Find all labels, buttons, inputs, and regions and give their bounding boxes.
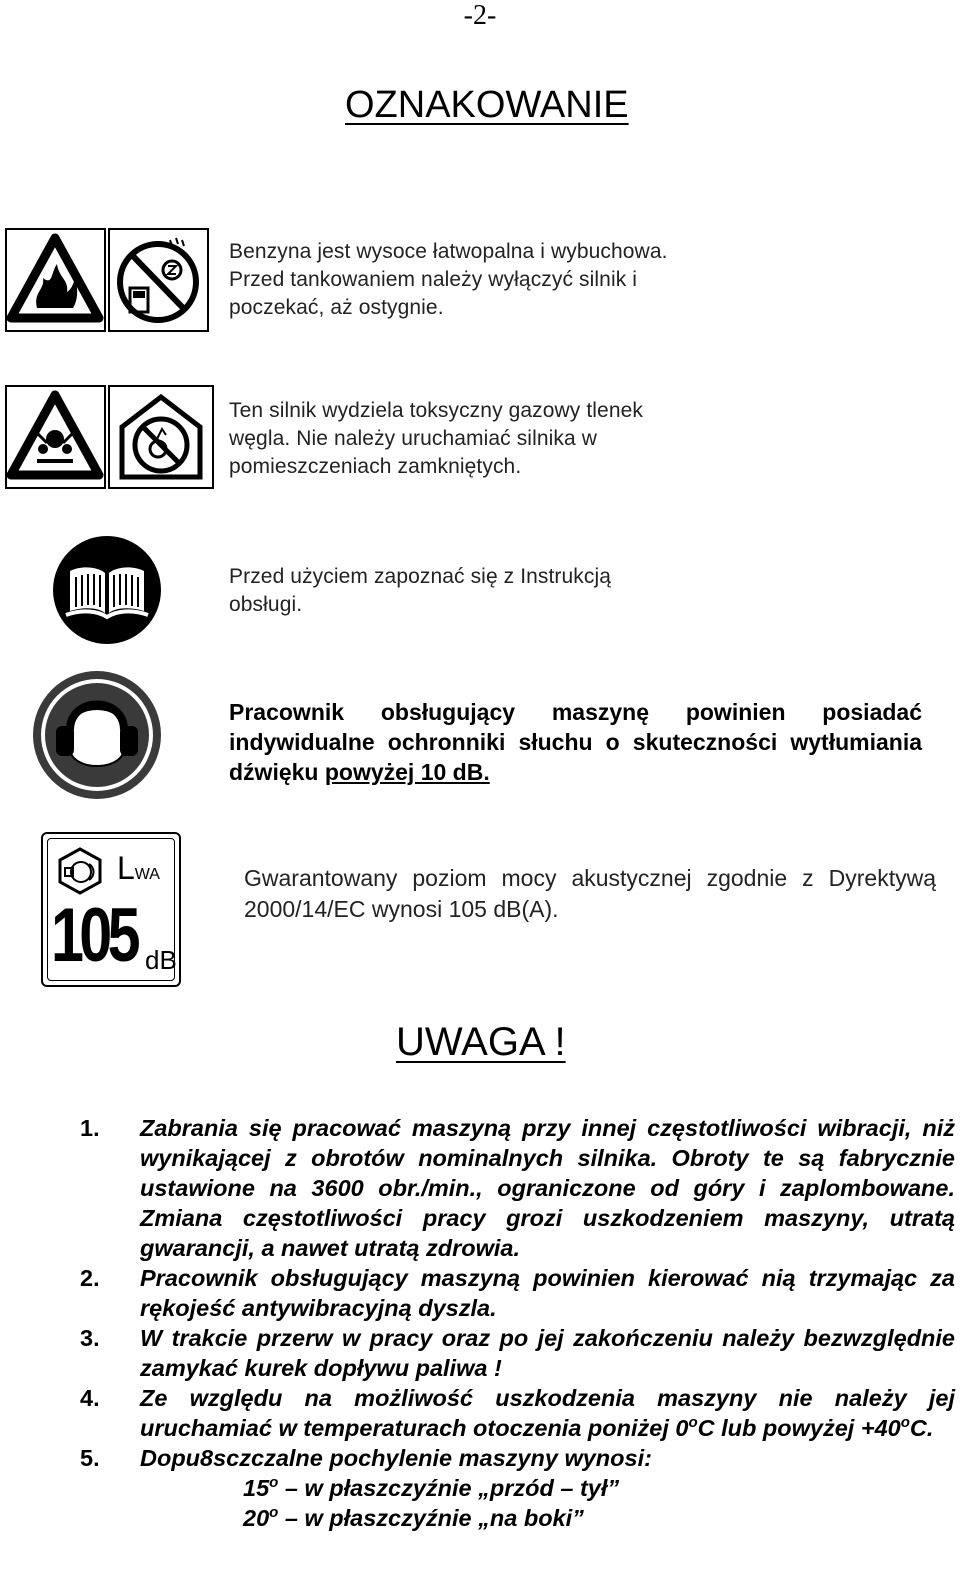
list-number: 5. bbox=[80, 1445, 100, 1471]
list-text: W trakcie przerw w pracy oraz po jej zakończeniu należy bezwzględnie zamykać kurek dopływu paliwa ! bbox=[140, 1325, 955, 1381]
tilt-line: 15$^o$ – w płaszczyźnie „przód – tył” bbox=[243, 1474, 620, 1501]
list-item bbox=[80, 1263, 955, 1323]
toxic-gas-warning-icon bbox=[5, 385, 106, 489]
list-text: Dopu8sczczalne pochylenie maszyny wynosi: bbox=[140, 1445, 652, 1471]
list-item bbox=[80, 1113, 955, 1263]
sign-text-flammable: Benzyna jest wysoce łatwopalna i wybuchowa. Przed tankowaniem należy wyłączyć silnik i poczekać, aż ostygnie. bbox=[229, 240, 668, 319]
page-title: OZNAKOWANIE bbox=[345, 84, 629, 126]
ear-protection-icon bbox=[30, 668, 164, 802]
list-text: Zabrania się pracować maszyną przy innej częstotliwości wibracji, niż wynikającej z obrotów nominalnych silnika. Obroty te są fabrycznie ustawione na 3600 obr./min., ograniczone od góry i zaplombowane. Zmiana częstotliwości pracy grozi uszkodzeniem maszyny, utratą gwarancji, a nawet utratą zdrowia. bbox=[140, 1115, 955, 1261]
flame-warning-icon bbox=[5, 228, 106, 332]
engine-hex-icon bbox=[55, 846, 105, 896]
list-text: Pracownik obsługujący maszyną powinien kierować nią trzymając za rękojeść antywibracyjną dyszla. bbox=[140, 1265, 955, 1321]
warning-title: UWAGA ! bbox=[396, 1020, 566, 1064]
read-manual-icon bbox=[52, 535, 162, 645]
hearing-protection-text bbox=[229, 697, 922, 787]
list-item bbox=[80, 1323, 955, 1383]
sign-text-manual: Przed użyciem zapoznać się z Instrukcją obsługi. bbox=[229, 565, 612, 616]
list-number: 2. bbox=[80, 1265, 100, 1291]
hearing-text-main: Pracownik obsługujący maszynę powinien posiadać indywidualne ochronniki słuchu o skuteczności wytłumiania dźwięku bbox=[229, 699, 922, 785]
noise-unit: dB bbox=[145, 945, 177, 975]
hearing-text-underlined: powyżej 10 dB. bbox=[324, 759, 490, 785]
list-number: 1. bbox=[80, 1115, 100, 1141]
no-indoor-use-icon bbox=[108, 385, 214, 489]
noise-level-label bbox=[41, 832, 181, 987]
tilt-line: 20$^o$ – w płaszczyźnie „na boki” bbox=[243, 1504, 584, 1531]
lwa-label: LWA bbox=[117, 850, 160, 886]
list-number: 4. bbox=[80, 1385, 100, 1411]
list-item bbox=[80, 1383, 955, 1443]
list-text: Ze względu na możliwość uszkodzenia maszyny nie należy jej uruchamiać w temperaturach otoczenia poniżej 0$^o$C lub powyżej $+40^oC$. bbox=[140, 1385, 955, 1441]
warning-list bbox=[80, 1113, 955, 1533]
list-number: 3. bbox=[80, 1325, 100, 1351]
no-refuel-hot-engine-icon bbox=[108, 228, 209, 332]
sign-text-toxic: Ten silnik wydziela toksyczny gazowy tlenek węgla. Nie należy uruchamiać silnika w pomieszczeniach zamkniętych. bbox=[229, 399, 643, 478]
list-item bbox=[80, 1443, 955, 1473]
noise-value: 105 bbox=[51, 893, 136, 978]
noise-level-text: Gwarantowany poziom mocy akustycznej zgodnie z Dyrektywą 2000/14/EC wynosi 105 dB(A). bbox=[244, 865, 936, 922]
page-number: -2- bbox=[463, 0, 497, 31]
